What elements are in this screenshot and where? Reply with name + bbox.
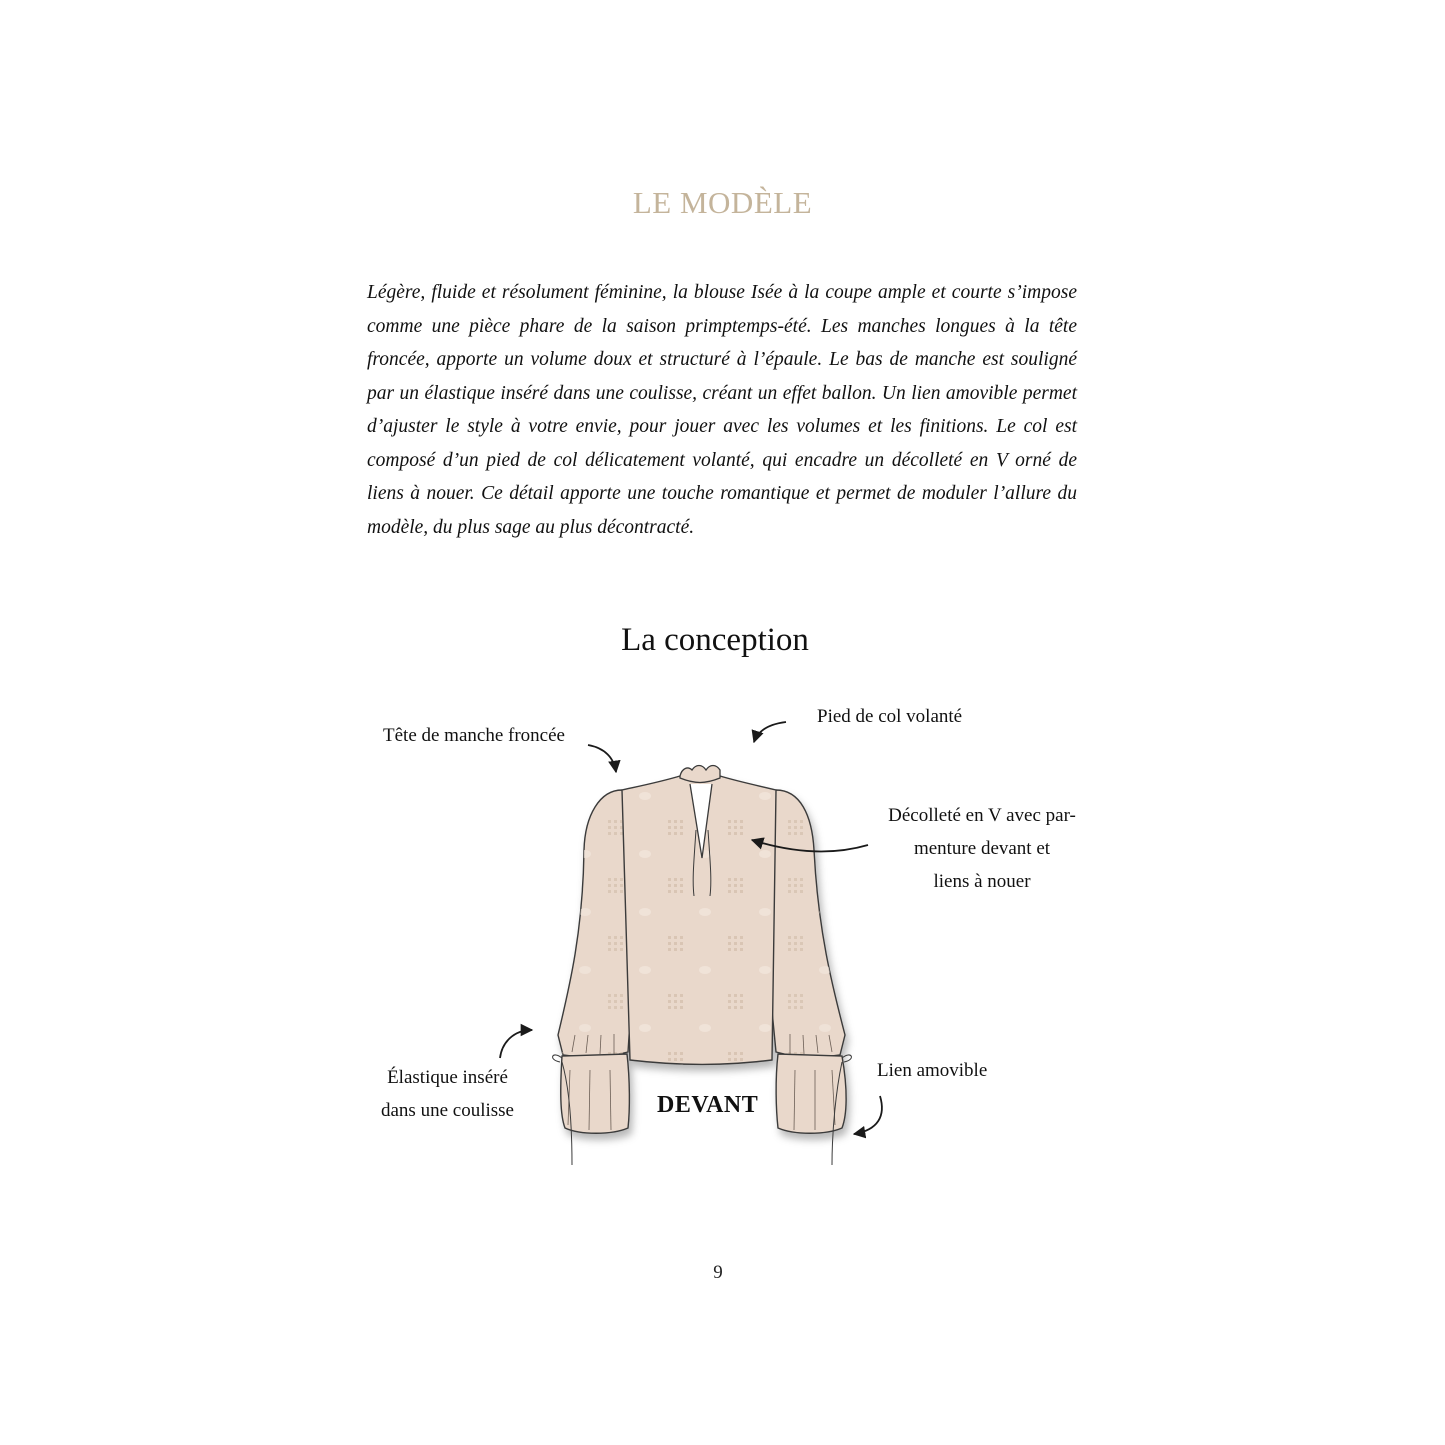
section-title: La conception — [621, 622, 809, 658]
label-collar: Pied de col volanté — [817, 706, 963, 727]
label-neckline-line1: Décolleté en V avec par- — [888, 805, 1076, 826]
collar-ruffle — [680, 766, 720, 783]
label-sleeve-head: Tête de manche froncée — [383, 725, 565, 746]
arrow-collar — [754, 722, 786, 742]
label-elastic-line1: Élastique inséré — [387, 1067, 508, 1088]
arrow-sleeve-head — [588, 745, 616, 772]
view-label: DEVANT — [657, 1092, 759, 1118]
label-elastic — [360, 1061, 535, 1127]
arrow-tie — [854, 1096, 882, 1134]
label-tie: Lien amovible — [877, 1060, 988, 1081]
label-neckline-line3: liens à nouer — [933, 871, 1031, 892]
label-neckline — [862, 799, 1102, 898]
page-number: 9 — [713, 1262, 723, 1283]
arrow-elastic — [500, 1030, 532, 1058]
page-title: LE MODÈLE — [632, 185, 813, 220]
intro-paragraph: Légère, fluide et résolument féminine, la blouse Isée à la coupe ample et courte s’impose comme une pièce phare de la saison primptemps-été. Les manches longues à la tête froncée, apporte un volume doux et structuré à l’épaule. Le bas de manche est souligné par un élastique inséré dans une coulisse, créant un effet ballon. Un lien amovible permet d’ajuster le style à votre envie, pour jouer avec les volumes et les finitions. Le col est composé d’un pied de col délicatement volanté, qui encadre un décolleté en V orné de liens à nouer. Ce détail apporte une touche romantique et permet de moduler l’allure du modèle, du plus sage au plus décontracté. — [367, 282, 1077, 538]
label-neckline-line2: menture devant et — [913, 838, 1051, 859]
label-elastic-line2: dans une coulisse — [381, 1100, 514, 1121]
right-cuff — [776, 1054, 846, 1133]
